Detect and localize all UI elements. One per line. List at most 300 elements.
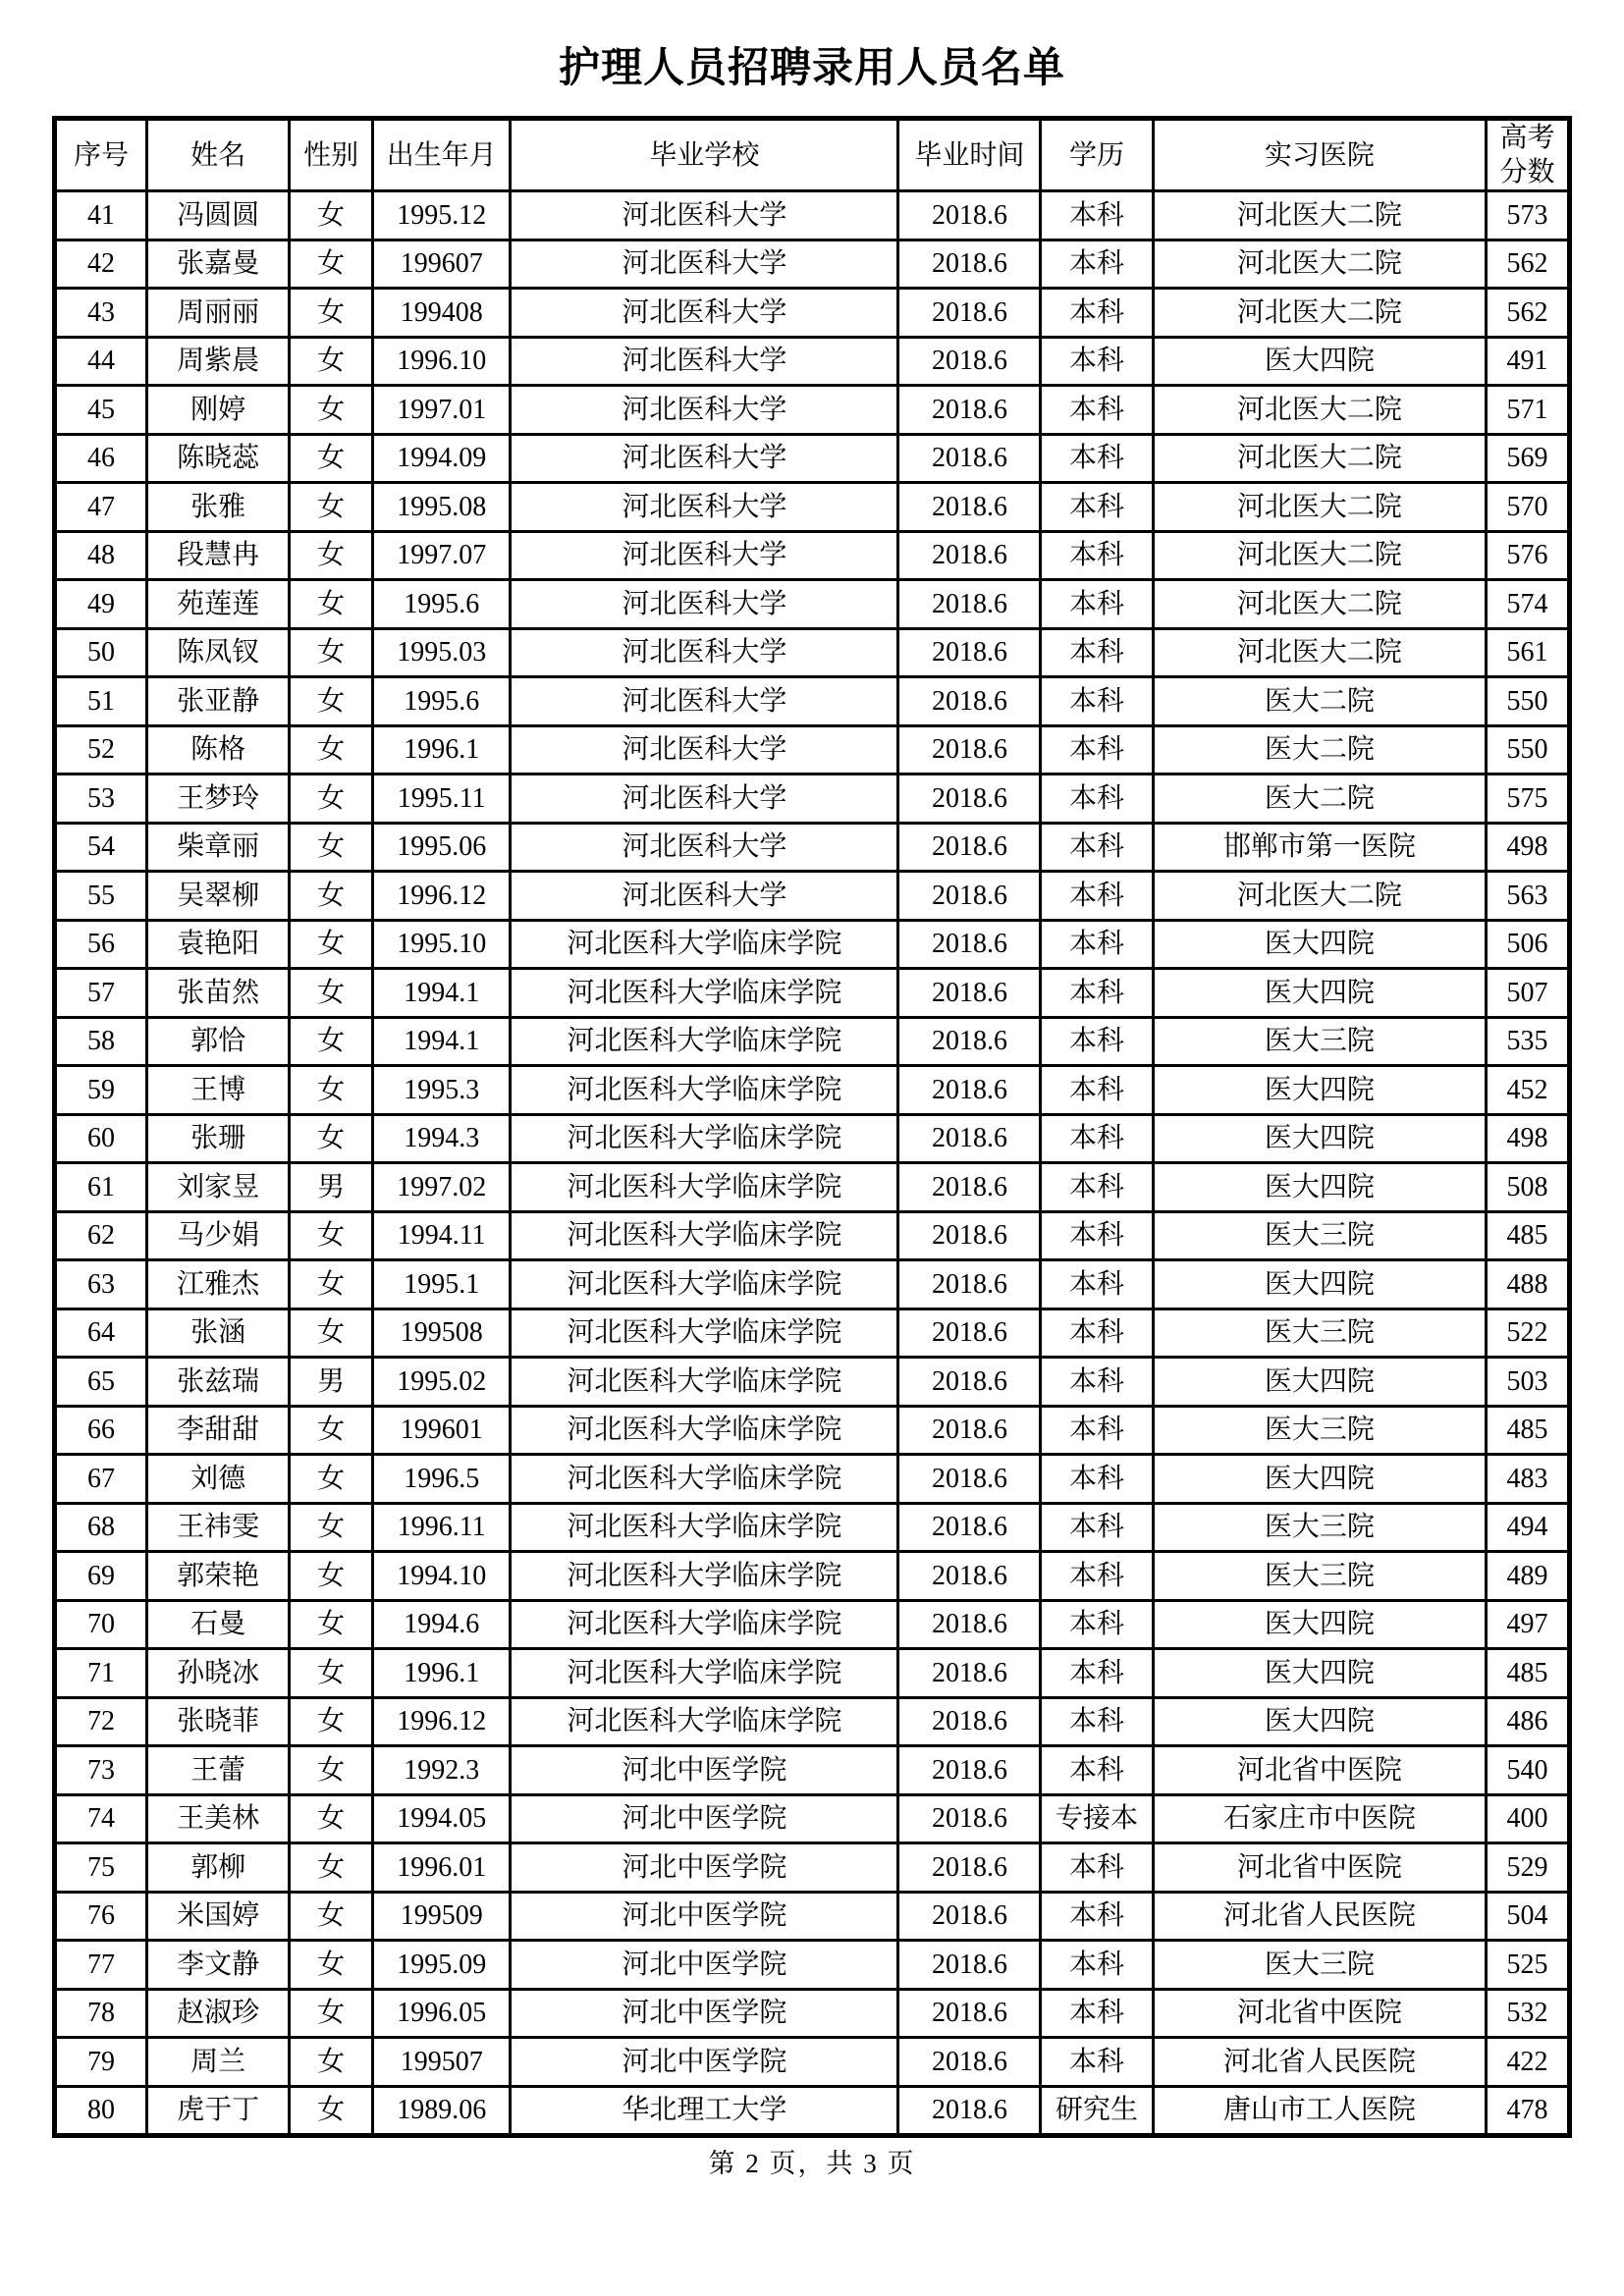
table-row xyxy=(55,920,1570,969)
table-cell: 483 xyxy=(1487,1455,1570,1504)
table-cell: 唐山市工人医院 xyxy=(1153,2086,1486,2136)
table-cell: 1996.11 xyxy=(373,1503,511,1552)
table-body xyxy=(55,191,1570,2136)
table-cell: 485 xyxy=(1487,1649,1570,1698)
table-cell: 本科 xyxy=(1041,1989,1153,2038)
table-cell: 55 xyxy=(55,872,147,921)
table-cell: 女 xyxy=(290,1114,373,1163)
table-cell: 河北医科大学临床学院 xyxy=(511,1211,898,1260)
table-cell: 女 xyxy=(290,1600,373,1649)
column-header-education: 学历 xyxy=(1041,119,1153,191)
table-cell: 1995.09 xyxy=(373,1941,511,1990)
table-cell: 561 xyxy=(1487,628,1570,677)
table-cell: 女 xyxy=(290,434,373,483)
table-cell: 孙晓冰 xyxy=(147,1649,290,1698)
table-cell: 550 xyxy=(1487,677,1570,726)
table-cell: 河北医科大学 xyxy=(511,240,898,289)
table-cell: 76 xyxy=(55,1892,147,1941)
table-row xyxy=(55,289,1570,338)
table-cell: 女 xyxy=(290,1697,373,1746)
table-cell: 河北医科大学 xyxy=(511,434,898,483)
table-cell: 2018.6 xyxy=(898,774,1041,824)
table-cell: 71 xyxy=(55,1649,147,1698)
table-cell: 571 xyxy=(1487,386,1570,435)
table-cell: 张涵 xyxy=(147,1308,290,1358)
column-header-gender: 性别 xyxy=(290,119,373,191)
table-cell: 张亚静 xyxy=(147,677,290,726)
table-cell: 2018.6 xyxy=(898,1746,1041,1795)
table-cell: 1994.09 xyxy=(373,434,511,483)
table-cell: 70 xyxy=(55,1600,147,1649)
table-cell: 河北医科大学临床学院 xyxy=(511,920,898,969)
table-cell: 医大四院 xyxy=(1153,1600,1486,1649)
table-cell: 2018.6 xyxy=(898,1017,1041,1066)
table-cell: 525 xyxy=(1487,1941,1570,1990)
table-cell: 河北医大二院 xyxy=(1153,531,1486,580)
table-row xyxy=(55,1163,1570,1212)
table-cell: 1996.1 xyxy=(373,725,511,774)
table-cell: 河北医科大学 xyxy=(511,191,898,240)
table-cell: 485 xyxy=(1487,1211,1570,1260)
table-cell: 本科 xyxy=(1041,677,1153,726)
table-cell: 61 xyxy=(55,1163,147,1212)
table-cell: 49 xyxy=(55,580,147,629)
table-cell: 199408 xyxy=(373,289,511,338)
table-cell: 1995.1 xyxy=(373,1260,511,1309)
table-cell: 河北医大二院 xyxy=(1153,191,1486,240)
table-cell: 2018.6 xyxy=(898,2086,1041,2136)
table-cell: 504 xyxy=(1487,1892,1570,1941)
table-cell: 赵淑珍 xyxy=(147,1989,290,2038)
table-cell: 本科 xyxy=(1041,483,1153,532)
table-row xyxy=(55,1941,1570,1990)
table-cell: 本科 xyxy=(1041,872,1153,921)
table-cell: 河北医科大学临床学院 xyxy=(511,1552,898,1601)
table-cell: 485 xyxy=(1487,1406,1570,1455)
table-cell: 574 xyxy=(1487,580,1570,629)
table-cell: 医大三院 xyxy=(1153,1503,1486,1552)
table-cell: 女 xyxy=(290,1406,373,1455)
table-header-row xyxy=(55,119,1570,191)
table-cell: 河北医科大学临床学院 xyxy=(511,1600,898,1649)
table-cell: 1995.06 xyxy=(373,823,511,872)
table-cell: 522 xyxy=(1487,1308,1570,1358)
table-cell: 1996.05 xyxy=(373,1989,511,2038)
column-header-birthdate: 出生年月 xyxy=(373,119,511,191)
table-cell: 2018.6 xyxy=(898,337,1041,386)
table-cell: 医大三院 xyxy=(1153,1211,1486,1260)
table-cell: 女 xyxy=(290,823,373,872)
table-cell: 河北医科大学临床学院 xyxy=(511,1308,898,1358)
table-cell: 575 xyxy=(1487,774,1570,824)
table-cell: 1994.3 xyxy=(373,1114,511,1163)
table-cell: 本科 xyxy=(1041,1114,1153,1163)
table-cell: 河北医大二院 xyxy=(1153,628,1486,677)
table-cell: 本科 xyxy=(1041,1697,1153,1746)
table-cell: 550 xyxy=(1487,725,1570,774)
table-cell: 河北医科大学临床学院 xyxy=(511,1649,898,1698)
table-cell: 52 xyxy=(55,725,147,774)
table-cell: 45 xyxy=(55,386,147,435)
table-cell: 河北中医学院 xyxy=(511,1989,898,2038)
table-cell: 河北医科大学 xyxy=(511,725,898,774)
table-cell: 48 xyxy=(55,531,147,580)
table-cell: 486 xyxy=(1487,1697,1570,1746)
table-cell: 河北中医学院 xyxy=(511,2038,898,2087)
table-cell: 74 xyxy=(55,1794,147,1843)
table-cell: 柴章丽 xyxy=(147,823,290,872)
table-cell: 2018.6 xyxy=(898,1066,1041,1115)
table-cell: 540 xyxy=(1487,1746,1570,1795)
table-cell: 1997.02 xyxy=(373,1163,511,1212)
table-row xyxy=(55,823,1570,872)
table-cell: 1994.6 xyxy=(373,1600,511,1649)
table-row xyxy=(55,2086,1570,2136)
column-header-school: 毕业学校 xyxy=(511,119,898,191)
table-cell: 河北医科大学 xyxy=(511,677,898,726)
table-cell: 女 xyxy=(290,289,373,338)
table-row xyxy=(55,1794,1570,1843)
table-cell: 498 xyxy=(1487,823,1570,872)
table-cell: 专接本 xyxy=(1041,1794,1153,1843)
table-cell: 199601 xyxy=(373,1406,511,1455)
table-cell: 女 xyxy=(290,1552,373,1601)
table-cell: 本科 xyxy=(1041,289,1153,338)
table-cell: 本科 xyxy=(1041,580,1153,629)
table-row xyxy=(55,969,1570,1018)
table-cell: 本科 xyxy=(1041,434,1153,483)
table-cell: 2018.6 xyxy=(898,1455,1041,1504)
table-cell: 66 xyxy=(55,1406,147,1455)
table-cell: 199509 xyxy=(373,1892,511,1941)
table-cell: 女 xyxy=(290,2038,373,2087)
table-cell: 2018.6 xyxy=(898,823,1041,872)
table-cell: 河北医科大学临床学院 xyxy=(511,1358,898,1407)
table-cell: 400 xyxy=(1487,1794,1570,1843)
table-cell: 医大二院 xyxy=(1153,725,1486,774)
table-cell: 本科 xyxy=(1041,628,1153,677)
table-cell: 本科 xyxy=(1041,1017,1153,1066)
page-title: 护理人员招聘录用人员名单 xyxy=(558,46,1065,91)
table-cell: 医大三院 xyxy=(1153,1941,1486,1990)
table-cell: 男 xyxy=(290,1163,373,1212)
table-cell: 2018.6 xyxy=(898,1600,1041,1649)
table-row xyxy=(55,1406,1570,1455)
table-cell: 王美林 xyxy=(147,1794,290,1843)
table-row xyxy=(55,1843,1570,1893)
table-cell: 医大三院 xyxy=(1153,1017,1486,1066)
table-cell: 王博 xyxy=(147,1066,290,1115)
column-header-name: 姓名 xyxy=(147,119,290,191)
table-cell: 河北医大二院 xyxy=(1153,483,1486,532)
table-cell: 河北医科大学临床学院 xyxy=(511,1455,898,1504)
table-cell: 本科 xyxy=(1041,386,1153,435)
table-cell: 李甜甜 xyxy=(147,1406,290,1455)
table-cell: 535 xyxy=(1487,1017,1570,1066)
table-cell: 1994.11 xyxy=(373,1211,511,1260)
table-cell: 河北医科大学临床学院 xyxy=(511,969,898,1018)
table-cell: 女 xyxy=(290,1843,373,1893)
table-cell: 医大四院 xyxy=(1153,1066,1486,1115)
table-cell: 女 xyxy=(290,1941,373,1990)
table-cell: 199607 xyxy=(373,240,511,289)
table-cell: 虎于丁 xyxy=(147,2086,290,2136)
table-cell: 女 xyxy=(290,920,373,969)
table-cell: 医大四院 xyxy=(1153,1163,1486,1212)
table-cell: 女 xyxy=(290,1746,373,1795)
table-cell: 医大四院 xyxy=(1153,1260,1486,1309)
table-cell: 医大四院 xyxy=(1153,969,1486,1018)
table-cell: 冯圆圆 xyxy=(147,191,290,240)
table-cell: 女 xyxy=(290,1989,373,2038)
table-cell: 陈凤钗 xyxy=(147,628,290,677)
table-cell: 女 xyxy=(290,337,373,386)
table-cell: 女 xyxy=(290,1308,373,1358)
table-cell: 女 xyxy=(290,1260,373,1309)
table-cell: 马少娟 xyxy=(147,1211,290,1260)
table-cell: 1996.12 xyxy=(373,1697,511,1746)
table-cell: 497 xyxy=(1487,1600,1570,1649)
table-cell: 刘德 xyxy=(147,1455,290,1504)
table-cell: 59 xyxy=(55,1066,147,1115)
table-cell: 2018.6 xyxy=(898,1697,1041,1746)
table-cell: 研究生 xyxy=(1041,2086,1153,2136)
table-cell: 本科 xyxy=(1041,725,1153,774)
table-cell: 医大四院 xyxy=(1153,1358,1486,1407)
table-cell: 周兰 xyxy=(147,2038,290,2087)
table-cell: 452 xyxy=(1487,1066,1570,1115)
table-cell: 2018.6 xyxy=(898,1211,1041,1260)
table-cell: 42 xyxy=(55,240,147,289)
table-cell: 2018.6 xyxy=(898,677,1041,726)
table-cell: 本科 xyxy=(1041,1552,1153,1601)
table-cell: 1995.03 xyxy=(373,628,511,677)
table-cell: 河北医科大学 xyxy=(511,386,898,435)
table-row xyxy=(55,1066,1570,1115)
table-cell: 80 xyxy=(55,2086,147,2136)
table-cell: 65 xyxy=(55,1358,147,1407)
table-cell: 69 xyxy=(55,1552,147,1601)
table-row xyxy=(55,1017,1570,1066)
table-cell: 河北中医学院 xyxy=(511,1941,898,1990)
table-cell: 医大四院 xyxy=(1153,1649,1486,1698)
table-cell: 1996.12 xyxy=(373,872,511,921)
table-cell: 河北医科大学 xyxy=(511,774,898,824)
table-cell: 本科 xyxy=(1041,1892,1153,1941)
table-cell: 46 xyxy=(55,434,147,483)
table-cell: 河北医科大学 xyxy=(511,531,898,580)
table-cell: 1994.1 xyxy=(373,1017,511,1066)
table-cell: 503 xyxy=(1487,1358,1570,1407)
table-cell: 491 xyxy=(1487,337,1570,386)
table-cell: 199508 xyxy=(373,1308,511,1358)
table-cell: 女 xyxy=(290,1455,373,1504)
table-cell: 本科 xyxy=(1041,1260,1153,1309)
table-cell: 64 xyxy=(55,1308,147,1358)
table-row xyxy=(55,1308,1570,1358)
table-row xyxy=(55,1503,1570,1552)
table-cell: 2018.6 xyxy=(898,1941,1041,1990)
table-cell: 2018.6 xyxy=(898,920,1041,969)
table-cell: 2018.6 xyxy=(898,386,1041,435)
table-cell: 507 xyxy=(1487,969,1570,1018)
table-cell: 58 xyxy=(55,1017,147,1066)
table-cell: 女 xyxy=(290,774,373,824)
table-cell: 2018.6 xyxy=(898,240,1041,289)
table-cell: 女 xyxy=(290,1794,373,1843)
table-cell: 1994.10 xyxy=(373,1552,511,1601)
table-cell: 女 xyxy=(290,191,373,240)
table-cell: 本科 xyxy=(1041,1649,1153,1698)
table-cell: 本科 xyxy=(1041,337,1153,386)
table-cell: 河北医科大学临床学院 xyxy=(511,1697,898,1746)
table-cell: 河北医科大学临床学院 xyxy=(511,1163,898,1212)
table-cell: 2018.6 xyxy=(898,1114,1041,1163)
table-cell: 2018.6 xyxy=(898,1649,1041,1698)
table-row xyxy=(55,774,1570,824)
column-header-index: 序号 xyxy=(55,119,147,191)
table-cell: 女 xyxy=(290,677,373,726)
table-cell: 周丽丽 xyxy=(147,289,290,338)
table-cell: 44 xyxy=(55,337,147,386)
table-cell: 河北医科大学临床学院 xyxy=(511,1406,898,1455)
table-cell: 医大四院 xyxy=(1153,1697,1486,1746)
table-cell: 河北医科大学 xyxy=(511,483,898,532)
table-row xyxy=(55,483,1570,532)
table-cell: 陈格 xyxy=(147,725,290,774)
table-cell: 河北医科大学临床学院 xyxy=(511,1114,898,1163)
table-cell: 河北医大二院 xyxy=(1153,872,1486,921)
table-cell: 1996.1 xyxy=(373,1649,511,1698)
table-cell: 女 xyxy=(290,1503,373,1552)
table-cell: 河北医科大学 xyxy=(511,823,898,872)
table-cell: 河北医科大学 xyxy=(511,337,898,386)
table-cell: 529 xyxy=(1487,1843,1570,1893)
table-cell: 河北中医学院 xyxy=(511,1843,898,1893)
table-cell: 河北省人民医院 xyxy=(1153,1892,1486,1941)
table-cell: 77 xyxy=(55,1941,147,1990)
table-cell: 532 xyxy=(1487,1989,1570,2038)
table-cell: 华北理工大学 xyxy=(511,2086,898,2136)
table-row xyxy=(55,1260,1570,1309)
table-cell: 563 xyxy=(1487,872,1570,921)
table-cell: 2018.6 xyxy=(898,1503,1041,1552)
table-cell: 2018.6 xyxy=(898,289,1041,338)
table-cell: 医大二院 xyxy=(1153,774,1486,824)
table-cell: 医大二院 xyxy=(1153,677,1486,726)
table-cell: 本科 xyxy=(1041,1455,1153,1504)
table-row xyxy=(55,337,1570,386)
table-cell: 河北医大二院 xyxy=(1153,240,1486,289)
table-cell: 河北医科大学 xyxy=(511,580,898,629)
table-cell: 1989.06 xyxy=(373,2086,511,2136)
table-cell: 1995.11 xyxy=(373,774,511,824)
table-cell: 女 xyxy=(290,1211,373,1260)
table-cell: 郭恰 xyxy=(147,1017,290,1066)
table-row xyxy=(55,240,1570,289)
table-cell: 53 xyxy=(55,774,147,824)
table-cell: 本科 xyxy=(1041,1503,1153,1552)
table-cell: 2018.6 xyxy=(898,628,1041,677)
table-cell: 米国婷 xyxy=(147,1892,290,1941)
table-cell: 段慧冉 xyxy=(147,531,290,580)
table-cell: 河北医科大学 xyxy=(511,872,898,921)
table-row xyxy=(55,1746,1570,1795)
table-cell: 2018.6 xyxy=(898,725,1041,774)
table-cell: 56 xyxy=(55,920,147,969)
table-row xyxy=(55,1600,1570,1649)
table-row xyxy=(55,1649,1570,1698)
table-cell: 1995.12 xyxy=(373,191,511,240)
table-cell: 1996.5 xyxy=(373,1455,511,1504)
table-cell: 河北医大二院 xyxy=(1153,434,1486,483)
table-cell: 79 xyxy=(55,2038,147,2087)
table-row xyxy=(55,1989,1570,2038)
table-cell: 78 xyxy=(55,1989,147,2038)
table-cell: 54 xyxy=(55,823,147,872)
table-cell: 494 xyxy=(1487,1503,1570,1552)
table-cell: 王蕾 xyxy=(147,1746,290,1795)
table-cell: 2018.6 xyxy=(898,1406,1041,1455)
table-cell: 2018.6 xyxy=(898,531,1041,580)
table-cell: 邯郸市第一医院 xyxy=(1153,823,1486,872)
table-cell: 72 xyxy=(55,1697,147,1746)
table-cell: 2018.6 xyxy=(898,1260,1041,1309)
table-row xyxy=(55,580,1570,629)
table-cell: 63 xyxy=(55,1260,147,1309)
table-cell: 478 xyxy=(1487,2086,1570,2136)
table-cell: 2018.6 xyxy=(898,483,1041,532)
table-cell: 王梦玲 xyxy=(147,774,290,824)
table-cell: 2018.6 xyxy=(898,1892,1041,1941)
column-header-graduation-time: 毕业时间 xyxy=(898,119,1041,191)
table-cell: 医大四院 xyxy=(1153,1114,1486,1163)
table-cell: 医大四院 xyxy=(1153,1455,1486,1504)
table-cell: 本科 xyxy=(1041,1211,1153,1260)
table-cell: 2018.6 xyxy=(898,580,1041,629)
table-row xyxy=(55,531,1570,580)
table-cell: 47 xyxy=(55,483,147,532)
table-cell: 张苗然 xyxy=(147,969,290,1018)
table-cell: 张兹瑞 xyxy=(147,1358,290,1407)
table-cell: 489 xyxy=(1487,1552,1570,1601)
page-footer: 第 2 页，共 3 页 xyxy=(708,2149,916,2178)
table-row xyxy=(55,677,1570,726)
table-cell: 河北医大二院 xyxy=(1153,386,1486,435)
table-cell: 女 xyxy=(290,969,373,1018)
table-cell: 河北中医学院 xyxy=(511,1794,898,1843)
table-row xyxy=(55,628,1570,677)
table-cell: 576 xyxy=(1487,531,1570,580)
table-cell: 2018.6 xyxy=(898,2038,1041,2087)
table-cell: 1992.3 xyxy=(373,1746,511,1795)
table-row xyxy=(55,1697,1570,1746)
table-cell: 本科 xyxy=(1041,1843,1153,1893)
table-cell: 女 xyxy=(290,725,373,774)
table-cell: 43 xyxy=(55,289,147,338)
table-cell: 73 xyxy=(55,1746,147,1795)
table-cell: 医大三院 xyxy=(1153,1406,1486,1455)
table-cell: 570 xyxy=(1487,483,1570,532)
table-cell: 1994.1 xyxy=(373,969,511,1018)
table-cell: 562 xyxy=(1487,289,1570,338)
table-cell: 男 xyxy=(290,1358,373,1407)
table-cell: 67 xyxy=(55,1455,147,1504)
table-cell: 女 xyxy=(290,240,373,289)
table-cell: 本科 xyxy=(1041,2038,1153,2087)
table-cell: 573 xyxy=(1487,191,1570,240)
table-cell: 498 xyxy=(1487,1114,1570,1163)
